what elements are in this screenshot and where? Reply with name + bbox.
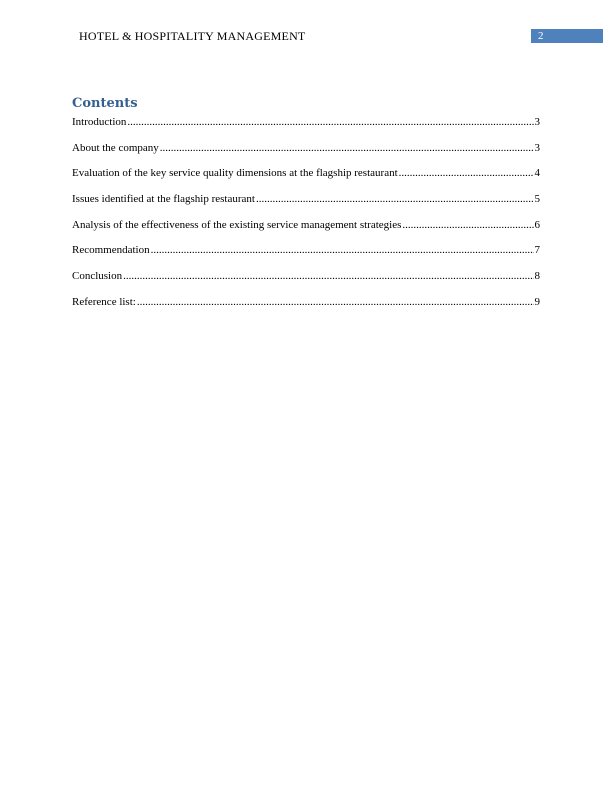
page-header (0, 28, 612, 44)
toc-entry-conclusion[interactable] (72, 269, 540, 295)
toc-leader-dots (399, 166, 534, 180)
toc-entry-page: 9 (534, 295, 540, 308)
toc-leader-dots (402, 218, 533, 232)
toc-entry-page: 7 (534, 244, 540, 257)
toc-entry-label: Evaluation of the key service quality dimensions at the flagship restaurant (72, 167, 398, 180)
toc-entry-label: Conclusion (72, 270, 123, 283)
toc-entry-label: Introduction (72, 116, 127, 128)
toc-entry-recommendation[interactable] (72, 243, 540, 269)
toc-leader-dots (151, 243, 534, 257)
toc-entry-evaluation[interactable] (72, 166, 540, 192)
header-title: HOTEL & HOSPITALITY MANAGEMENT (79, 29, 306, 43)
toc-entry-page: 6 (534, 218, 540, 231)
toc-entry-page: 8 (534, 270, 540, 283)
table-of-contents (72, 94, 540, 321)
toc-list (72, 115, 540, 321)
toc-leader-dots (123, 269, 533, 283)
toc-entry-label: Recommendation (72, 244, 150, 257)
toc-entry-label: About the company (72, 141, 159, 154)
toc-leader-dots (137, 295, 534, 309)
toc-leader-dots (160, 141, 534, 155)
page-number: 2 (531, 29, 603, 43)
toc-entry-introduction[interactable] (72, 115, 540, 141)
toc-entry-label: Analysis of the effectiveness of the existing service management strategies (72, 218, 402, 231)
toc-entry-page: 5 (534, 193, 540, 206)
toc-entry-page: 3 (534, 141, 540, 154)
toc-leader-dots (127, 115, 533, 129)
toc-leader-dots (256, 192, 534, 206)
toc-heading: Contents (72, 96, 138, 111)
toc-entry-label: Issues identified at the flagship restaurant (72, 193, 255, 206)
toc-entry-page: 4 (534, 167, 540, 180)
toc-entry-analysis[interactable] (72, 218, 540, 244)
toc-entry-issues[interactable] (72, 192, 540, 218)
toc-entry-reference-list[interactable] (72, 295, 540, 321)
toc-entry-label: Reference list: (72, 295, 136, 308)
toc-entry-page: 3 (534, 116, 540, 128)
toc-entry-about-the-company[interactable] (72, 141, 540, 167)
